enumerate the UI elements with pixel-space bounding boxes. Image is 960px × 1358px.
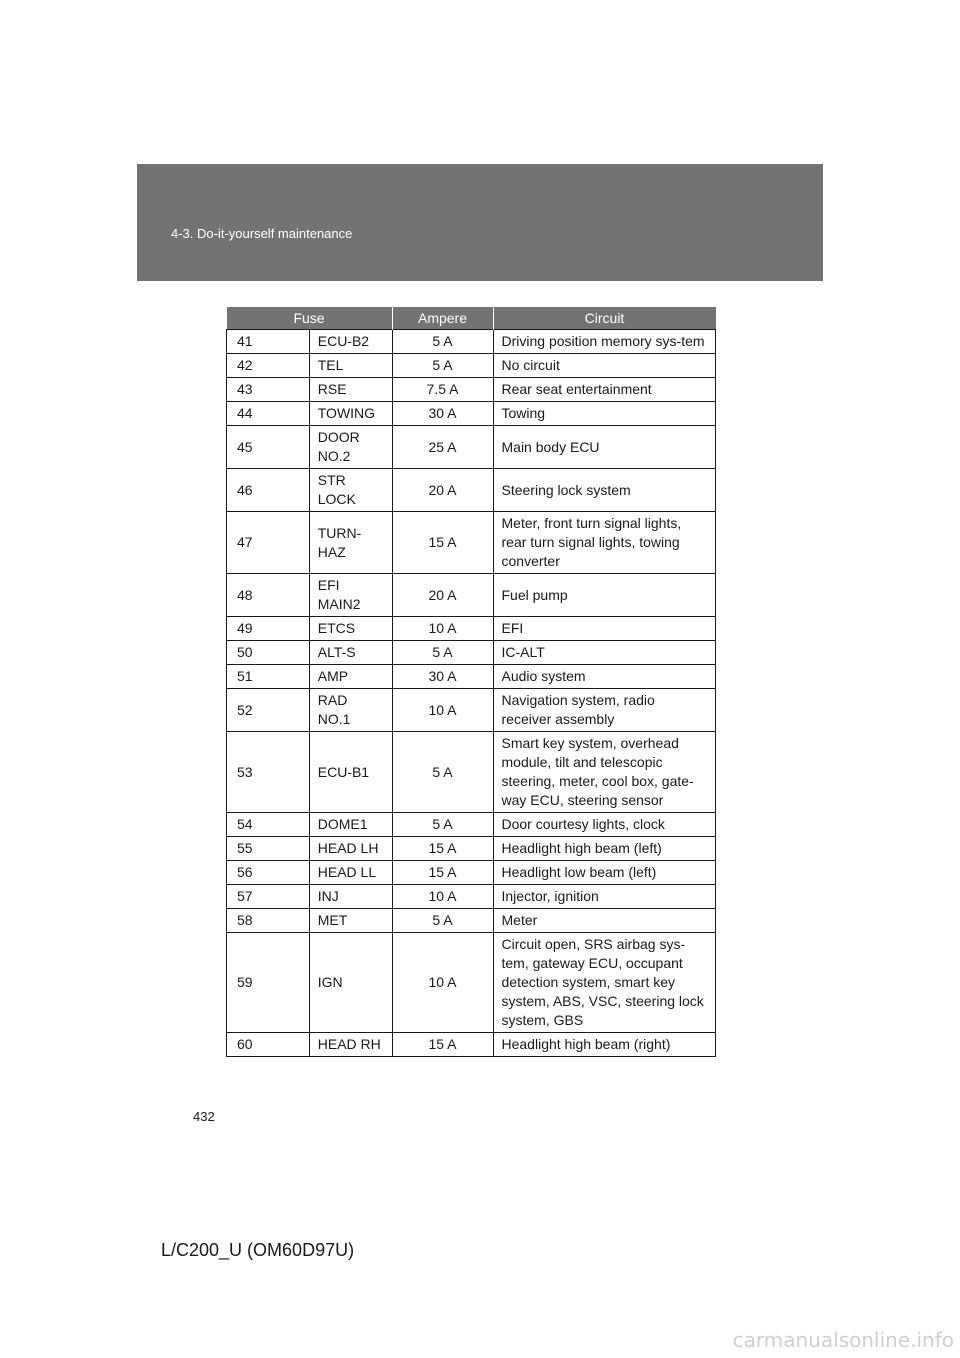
fuse-number-cell: 43 (227, 378, 310, 402)
circuit-cell: Navigation system, radio receiver assembly (493, 689, 716, 732)
circuit-cell: Main body ECU (493, 426, 716, 469)
circuit-cell: Circuit open, SRS airbag sys-tem, gateway ECU, occupant detection system, smart key system, ABS, VSC, steering lock system, GBS (493, 933, 716, 1033)
fuse-name-cell: HEAD LH (309, 837, 392, 861)
table-row (227, 861, 716, 885)
table-row (227, 378, 716, 402)
fuse-number-cell: 42 (227, 354, 310, 378)
circuit-cell: Rear seat entertainment (493, 378, 716, 402)
table-row (227, 469, 716, 512)
fuse-name-cell: TEL (309, 354, 392, 378)
fuse-number-cell: 59 (227, 933, 310, 1033)
fuse-name-cell: TURN-HAZ (309, 512, 392, 574)
ampere-cell: 10 A (392, 617, 493, 641)
fuse-number-cell: 50 (227, 641, 310, 665)
ampere-cell: 15 A (392, 512, 493, 574)
fuse-table (226, 307, 716, 1057)
table-row (227, 1033, 716, 1057)
fuse-name-cell: ECU-B2 (309, 330, 392, 354)
fuse-number-cell: 56 (227, 861, 310, 885)
table-row (227, 837, 716, 861)
ampere-cell: 15 A (392, 837, 493, 861)
fuse-number-cell: 53 (227, 732, 310, 813)
circuit-cell: Fuel pump (493, 574, 716, 617)
ampere-cell: 5 A (392, 732, 493, 813)
ampere-cell: 5 A (392, 813, 493, 837)
fuse-name-cell: ALT-S (309, 641, 392, 665)
table-row (227, 641, 716, 665)
section-title: 4-3. Do-it-yourself maintenance (171, 226, 353, 241)
fuse-name-cell: ETCS (309, 617, 392, 641)
watermark: carmanualsonline.info (732, 1328, 954, 1352)
table-row (227, 617, 716, 641)
table-row (227, 732, 716, 813)
circuit-cell: Audio system (493, 665, 716, 689)
table-row (227, 354, 716, 378)
fuse-number-cell: 55 (227, 837, 310, 861)
fuse-name-cell: ECU-B1 (309, 732, 392, 813)
circuit-cell: Smart key system, overhead module, tilt and telescopic steering, meter, cool box, gate-way ECU, steering sensor (493, 732, 716, 813)
ampere-cell: 15 A (392, 1033, 493, 1057)
ampere-cell: 5 A (392, 641, 493, 665)
ampere-cell: 25 A (392, 426, 493, 469)
ampere-cell: 10 A (392, 933, 493, 1033)
ampere-cell: 5 A (392, 354, 493, 378)
fuse-name-cell: DOOR NO.2 (309, 426, 392, 469)
ampere-cell: 10 A (392, 689, 493, 732)
table-row (227, 426, 716, 469)
fuse-name-cell: EFI MAIN2 (309, 574, 392, 617)
column-header-circuit: Circuit (493, 307, 716, 330)
fuse-name-cell: DOME1 (309, 813, 392, 837)
fuse-table-body (227, 330, 716, 1057)
fuse-number-cell: 58 (227, 909, 310, 933)
fuse-name-cell: RSE (309, 378, 392, 402)
circuit-cell: Meter, front turn signal lights, rear turn signal lights, towing converter (493, 512, 716, 574)
page-number: 432 (193, 1109, 215, 1124)
table-row (227, 512, 716, 574)
section-header-band (137, 164, 823, 281)
fuse-number-cell: 57 (227, 885, 310, 909)
circuit-cell: Meter (493, 909, 716, 933)
circuit-cell: EFI (493, 617, 716, 641)
fuse-name-cell: AMP (309, 665, 392, 689)
fuse-number-cell: 49 (227, 617, 310, 641)
table-row (227, 665, 716, 689)
table-row (227, 574, 716, 617)
fuse-number-cell: 44 (227, 402, 310, 426)
ampere-cell: 20 A (392, 469, 493, 512)
ampere-cell: 5 A (392, 909, 493, 933)
column-header-ampere: Ampere (392, 307, 493, 330)
circuit-cell: Injector, ignition (493, 885, 716, 909)
circuit-cell: Headlight high beam (right) (493, 1033, 716, 1057)
ampere-cell: 30 A (392, 665, 493, 689)
fuse-name-cell: MET (309, 909, 392, 933)
fuse-number-cell: 60 (227, 1033, 310, 1057)
table-row (227, 933, 716, 1033)
circuit-cell: Headlight high beam (left) (493, 837, 716, 861)
fuse-number-cell: 52 (227, 689, 310, 732)
ampere-cell: 20 A (392, 574, 493, 617)
table-row (227, 813, 716, 837)
fuse-name-cell: HEAD LL (309, 861, 392, 885)
fuse-name-cell: TOWING (309, 402, 392, 426)
fuse-name-cell: HEAD RH (309, 1033, 392, 1057)
table-row (227, 885, 716, 909)
table-header-row (227, 307, 716, 330)
fuse-name-cell: STR LOCK (309, 469, 392, 512)
circuit-cell: No circuit (493, 354, 716, 378)
table-row (227, 402, 716, 426)
ampere-cell: 30 A (392, 402, 493, 426)
circuit-cell: Towing (493, 402, 716, 426)
table-row (227, 689, 716, 732)
ampere-cell: 10 A (392, 885, 493, 909)
table-row (227, 330, 716, 354)
fuse-name-cell: RAD NO.1 (309, 689, 392, 732)
ampere-cell: 5 A (392, 330, 493, 354)
ampere-cell: 7.5 A (392, 378, 493, 402)
circuit-cell: IC-ALT (493, 641, 716, 665)
fuse-number-cell: 54 (227, 813, 310, 837)
fuse-number-cell: 48 (227, 574, 310, 617)
fuse-name-cell: INJ (309, 885, 392, 909)
document-code: L/C200_U (OM60D97U) (161, 1240, 355, 1260)
ampere-cell: 15 A (392, 861, 493, 885)
fuse-number-cell: 47 (227, 512, 310, 574)
circuit-cell: Steering lock system (493, 469, 716, 512)
fuse-number-cell: 41 (227, 330, 310, 354)
circuit-cell: Door courtesy lights, clock (493, 813, 716, 837)
fuse-number-cell: 46 (227, 469, 310, 512)
column-header-fuse: Fuse (227, 307, 393, 330)
circuit-cell: Headlight low beam (left) (493, 861, 716, 885)
fuse-number-cell: 45 (227, 426, 310, 469)
table-row (227, 909, 716, 933)
circuit-cell: Driving position memory sys-tem (493, 330, 716, 354)
fuse-number-cell: 51 (227, 665, 310, 689)
fuse-name-cell: IGN (309, 933, 392, 1033)
